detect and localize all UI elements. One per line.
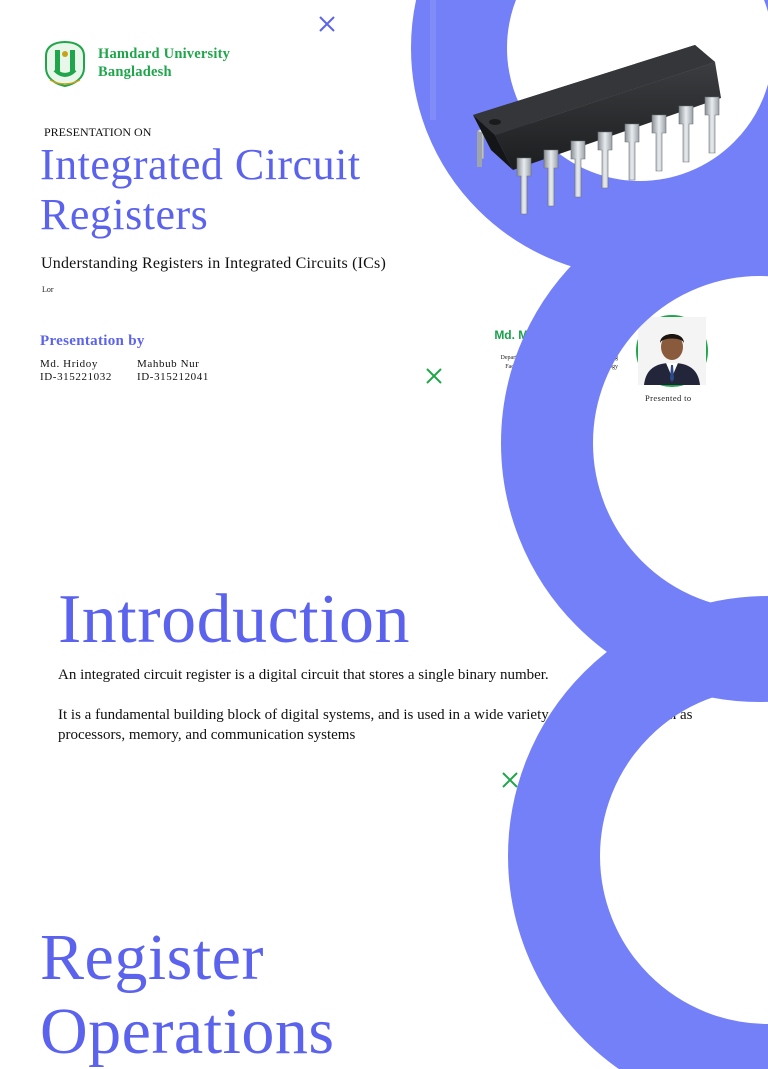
stray-text: Lor bbox=[42, 285, 54, 294]
presentation-kicker: PRESENTATION ON bbox=[44, 125, 152, 139]
subtitle: Understanding Registers in Integrated Circuits (ICs) bbox=[41, 255, 386, 272]
section-title: Introduction bbox=[58, 581, 411, 658]
professor-name: Md. Monowar Hossain bbox=[494, 328, 621, 342]
close-x-mark-icon bbox=[424, 366, 444, 386]
avatar bbox=[636, 315, 708, 387]
section-title: Register Operations bbox=[40, 921, 335, 1068]
presentation-by-heading: Presentation by bbox=[40, 333, 145, 349]
intro-paragraph-2: It is a fundamental building block of digital systems, and is used in a wide variety of applications, such as processors, memory, and communication systems bbox=[58, 707, 693, 743]
intro-paragraph-1: An integrated circuit register is a digital circuit that stores a single binary number. bbox=[58, 667, 549, 683]
close-x-mark-icon bbox=[317, 14, 337, 34]
member-1: Md. Hridoy ID-315221032 bbox=[40, 358, 112, 383]
professor-department: Department of Computer Science & Engineering Faculty of Science, Engineering & Technology bbox=[500, 355, 618, 370]
member-2: Mahbub Nur ID-315212041 bbox=[137, 358, 209, 383]
presented-to-label: Presented to bbox=[645, 393, 692, 403]
person-photo-icon bbox=[638, 317, 706, 385]
page-title: Integrated Circuit Registers bbox=[40, 140, 361, 239]
university-logo-icon bbox=[42, 40, 88, 88]
register-operations-slide bbox=[0, 866, 768, 1068]
professor-role: Assistant Professor bbox=[539, 342, 621, 353]
close-x-mark-icon bbox=[500, 770, 520, 790]
university-name: Hamdard University Bangladesh bbox=[98, 46, 231, 80]
